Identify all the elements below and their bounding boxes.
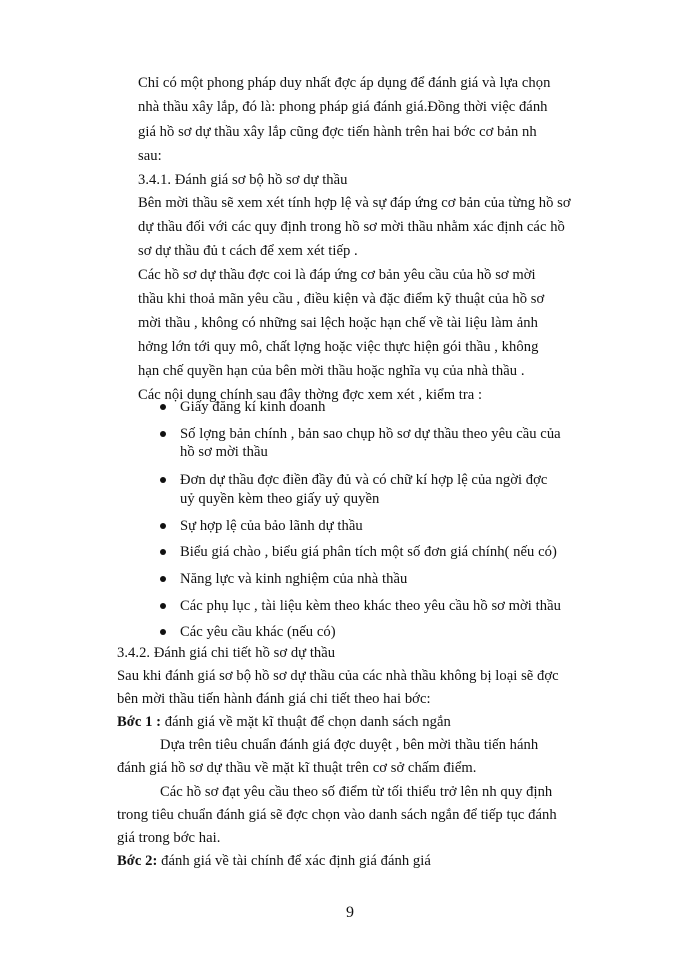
section-341-para1-line-2: dự thầu đối với các quy định trong hồ sơ mời thầu nhằm xác định các hồ [138,219,565,235]
section-heading-3-4-1: 3.4.1. Đánh giá sơ bộ hồ sơ dự thầu [138,172,348,188]
section-341-para3: Các nội dung chính sau đây thờng đợc xem xét , kiểm tra : [138,387,483,403]
bullet-item-2-line-2: hồ sơ mời thầu [180,444,268,460]
step-1-text: đánh giá về mặt kĩ thuật để chọn danh sách ngắn [161,714,451,730]
bullet-item-4: Sự hợp lệ của bảo lãnh dự thầu [180,518,363,534]
bullet-dot-icon [160,523,166,529]
step-1-para2-line-3: giá trong bớc hai. [117,830,221,846]
section-341-para2-line-2: thầu khi thoả mãn yêu cầu , điều kiện và đặc điểm kỹ thuật của hồ sơ [138,291,545,307]
section-342-para1-line-1: Sau khi đánh giá sơ bộ hồ sơ dự thầu của các nhà thầu không bị loại sẽ đợc [117,668,559,684]
step-1-para1-line-2: đánh giá hồ sơ dự thầu về mặt kĩ thuật trên cơ sở chấm điểm. [117,760,477,776]
step-1-para2-line-1: Các hồ sơ đạt yêu cầu theo số điểm từ tối thiểu trở lên nh quy định [160,784,553,800]
bullet-item-7: Các phụ lục , tài liệu kèm theo khác theo yêu cầu hồ sơ mời thầu [180,598,561,614]
section-341-para2-line-3: mời thầu , không có những sai lệch hoặc hạn chế về tài liệu làm ảnh [138,315,538,331]
section-341-para2-line-1: Các hồ sơ dự thầu đợc coi là đáp ứng cơ bản yêu cầu của hồ sơ mời [138,267,536,283]
intro-line-2: nhà thầu xây lắp, đó là: phong pháp giá đánh giá.Đồng thời việc đánh [138,99,548,115]
step-1-label: Bớc 1 : [117,714,162,730]
intro-line-1: Chỉ có một phong pháp duy nhất đợc áp dụng để đánh giá và lựa chọn [138,75,551,91]
section-341-para1-line-3: sơ dự thầu đủ t cách để xem xét tiếp . [138,243,358,259]
bullet-dot-icon [160,629,166,635]
step-1-heading [117,713,451,731]
bullet-item-5: Biểu giá chào , biểu giá phân tích một số đơn giá chính( nếu có) [180,544,557,560]
bullet-item-2-line-1: Số lợng bản chính , bản sao chụp hồ sơ dự thầu theo yêu cầu của [180,426,561,442]
step-1-para2-line-2: trong tiêu chuẩn đánh giá sẽ đợc chọn vào danh sách ngắn để tiếp tục đánh [117,807,557,823]
bullet-item-1: Giấy đăng kí kinh doanh [180,399,326,415]
section-341-para2-line-4: hởng lớn tới quy mô, chất lợng hoặc việc thực hiện gói thầu , không [138,339,539,355]
bullet-dot-icon [160,549,166,555]
intro-line-4: sau: [138,148,162,164]
step-1-para1-line-1: Dựa trên tiêu chuẩn đánh giá đợc duyệt , bên mời thầu tiến hánh [160,737,539,753]
section-342-para1-line-2: bên mời thầu tiến hành đánh giá chi tiết theo hai bớc: [117,691,431,707]
page-number: 9 [346,904,354,921]
bullet-dot-icon [160,404,166,410]
bullet-item-3-line-2: uỷ quyền kèm theo giấy uỷ quyền [180,491,380,507]
bullet-dot-icon [160,576,166,582]
bullet-item-6: Năng lực và kinh nghiệm của nhà thầu [180,571,408,587]
bullet-item-3-line-1: Đơn dự thầu đợc điền đầy đủ và có chữ kí hợp lệ của ngời đợc [180,472,548,488]
section-heading-3-4-2: 3.4.2. Đánh giá chi tiết hồ sơ dự thầu [117,645,336,661]
section-341-para2-line-5: hạn chế quyền hạn của bên mời thầu hoặc nghĩa vụ của nhà thầu . [138,363,525,379]
bullet-dot-icon [160,603,166,609]
section-341-para1-line-1: Bên mời thầu sẽ xem xét tính hợp lệ và sự đáp ứng cơ bản của từng hồ sơ [138,195,571,211]
intro-line-3: giá hồ sơ dự thầu xây lắp cũng đợc tiến hành trên hai bớc cơ bản nh [138,124,537,140]
step-2-text: đánh giá về tài chính để xác định giá đánh giá [157,853,431,869]
step-2-label: Bớc 2: [117,853,158,869]
bullet-dot-icon [160,477,166,483]
bullet-dot-icon [160,431,166,437]
step-2-heading [117,852,431,870]
bullet-item-8: Các yêu cầu khác (nếu có) [180,624,336,640]
